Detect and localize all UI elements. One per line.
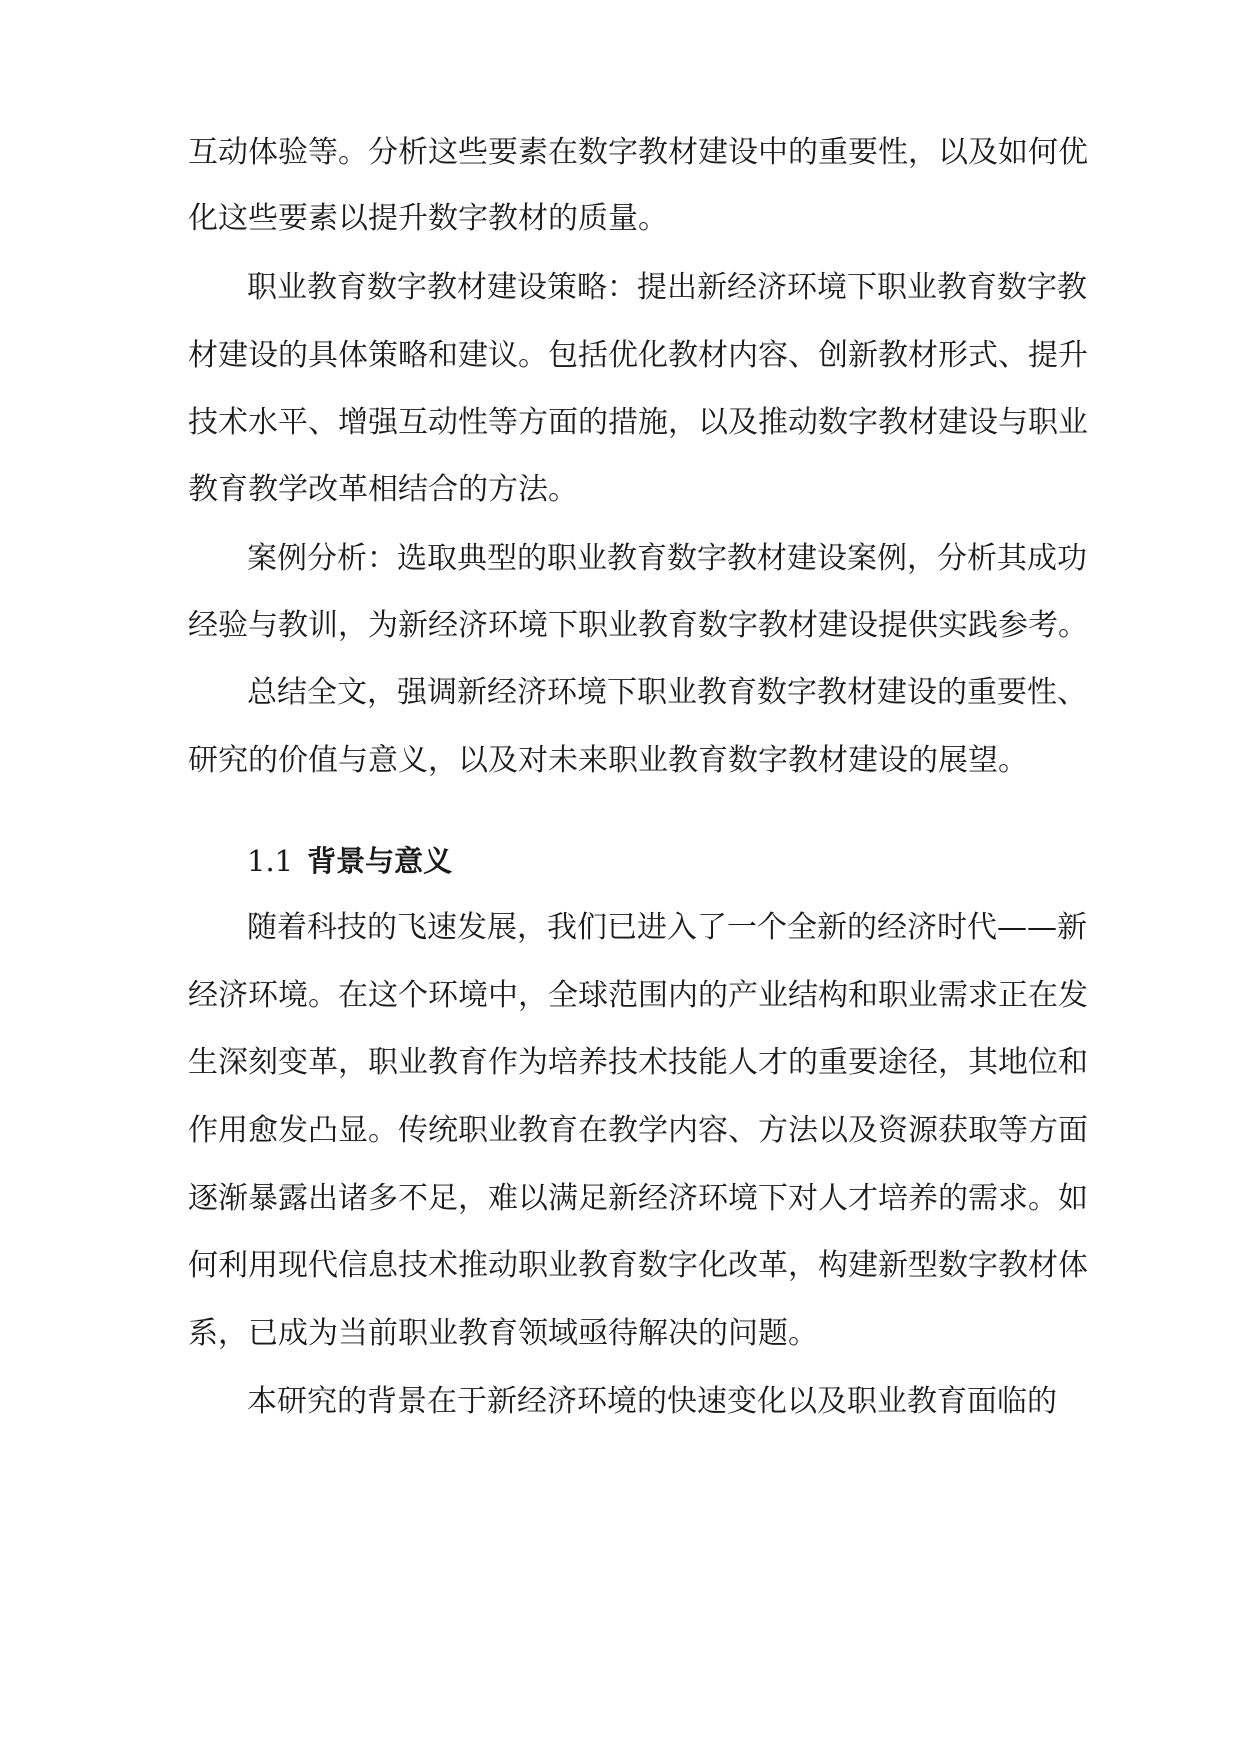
section-heading [247, 841, 452, 881]
paragraph-line: 职业教育数字教材建设策略：提出新经济环境下职业教育数字教 [247, 270, 1087, 305]
paragraph-line: 技术水平、增强互动性等方面的措施，以及推动数字教材建设与职业 [188, 405, 1088, 440]
paragraph-line: 经济环境。在这个环境中，全球范围内的产业结构和职业需求正在发 [188, 978, 1088, 1013]
section-title: 背景与意义 [307, 844, 453, 878]
section-number: 1.1 [247, 844, 294, 878]
paragraph-line: 案例分析：选取典型的职业教育数字教材建设案例，分析其成功 [247, 541, 1087, 576]
paragraph-line: 本研究的背景在于新经济环境的快速变化以及职业教育面临的 [247, 1384, 1057, 1419]
paragraph-line: 生深刻变革，职业教育作为培养技术技能人才的重要途径，其地位和 [188, 1045, 1088, 1080]
paragraph-line: 随着科技的飞速发展，我们已进入了一个全新的经济时代——新 [247, 910, 1087, 945]
paragraph-line: 何利用现代信息技术推动职业教育数字化改革，构建新型数字教材体 [188, 1248, 1088, 1283]
paragraph-line: 作用愈发凸显。传统职业教育在教学内容、方法以及资源获取等方面 [188, 1113, 1088, 1148]
paragraph-line: 总结全文，强调新经济环境下职业教育数字教材建设的重要性、 [247, 675, 1087, 710]
paragraph-line: 研究的价值与意义，以及对未来职业教育数字教材建设的展望。 [188, 743, 1028, 778]
paragraph-line: 经验与教训，为新经济环境下职业教育数字教材建设提供实践参考。 [188, 608, 1088, 643]
paragraph-line: 逐渐暴露出诸多不足，难以满足新经济环境下对人才培养的需求。如 [188, 1181, 1088, 1216]
paragraph-line: 互动体验等。分析这些要素在数字教材建设中的重要性，以及如何优 [188, 135, 1088, 170]
paragraph-line: 材建设的具体策略和建议。包括优化教材内容、创新教材形式、提升 [188, 338, 1088, 373]
paragraph-line: 化这些要素以提升数字教材的质量。 [188, 201, 668, 236]
paragraph-line: 系，已成为当前职业教育领域亟待解决的问题。 [188, 1316, 818, 1351]
paragraph-line: 教育教学改革相结合的方法。 [188, 472, 578, 507]
